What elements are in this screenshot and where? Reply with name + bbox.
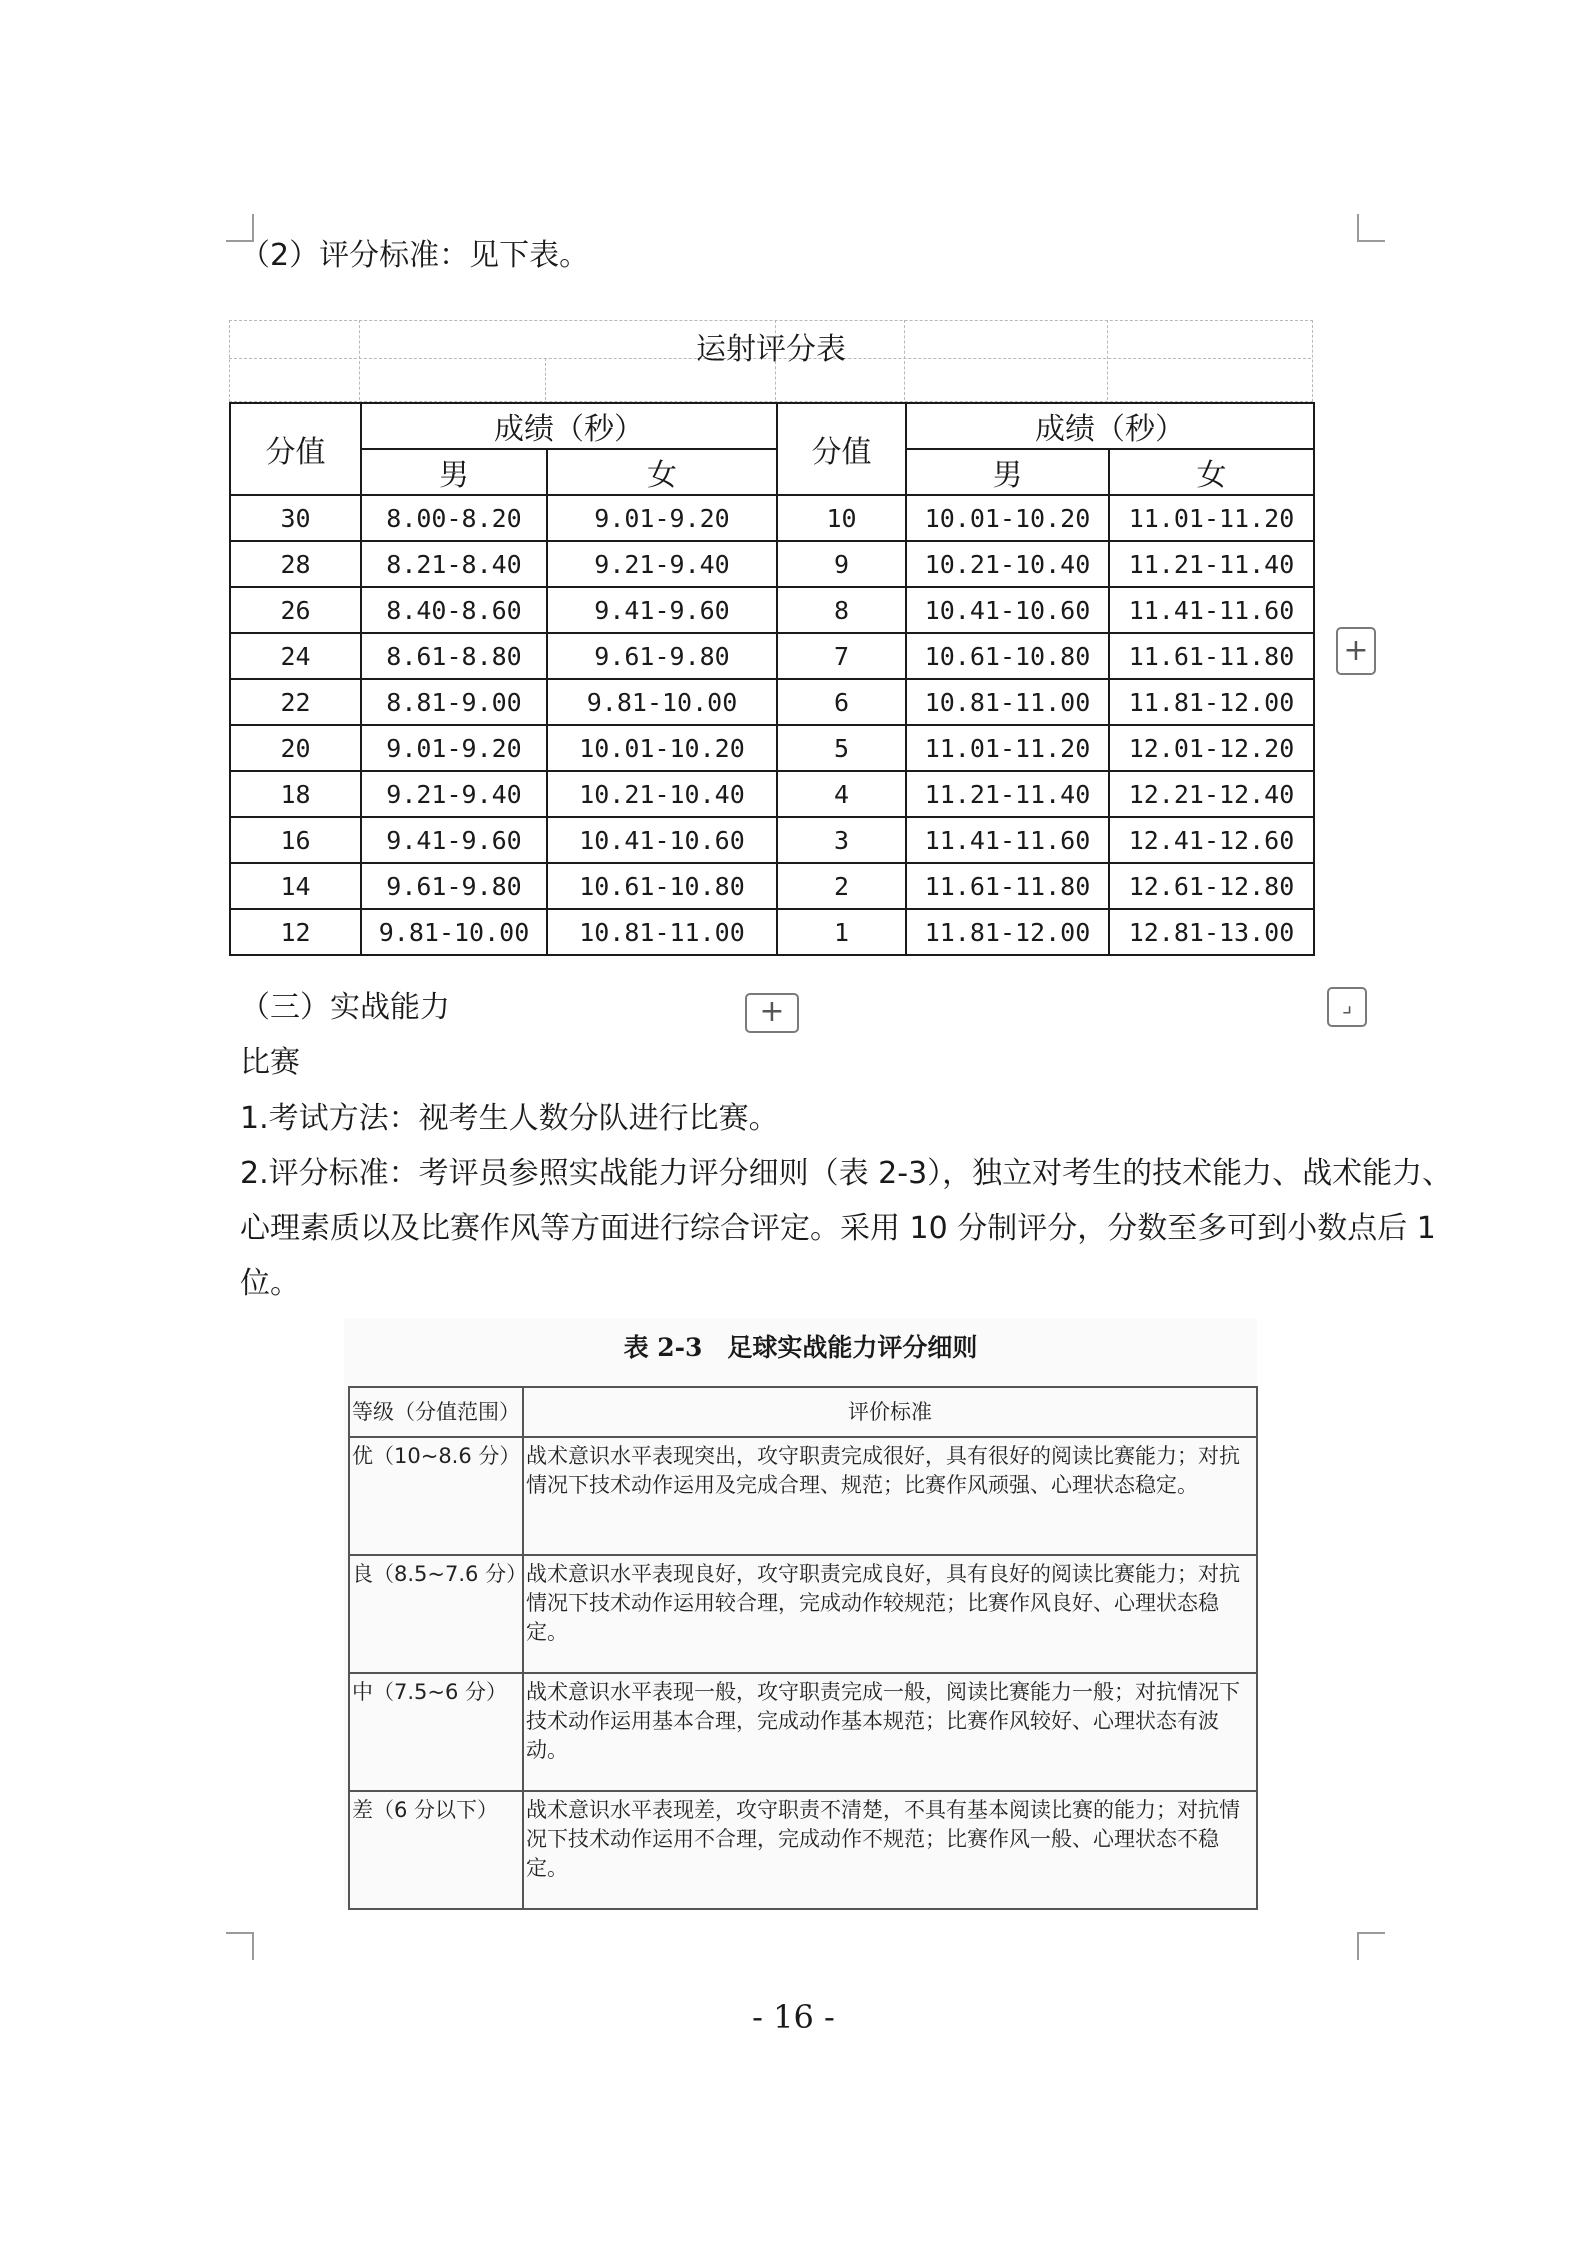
cell-score-left: 20	[230, 725, 361, 771]
rubric-criteria: 战术意识水平表现突出，攻守职责完成很好，具有很好的阅读比赛能力；对抗情况下技术动作运用及完成合理、规范；比赛作风顽强、心理状态稳定。	[523, 1437, 1257, 1555]
standard-text-line-3: 位。	[240, 1266, 300, 1301]
standard-text-line-2: 心理素质以及比赛作风等方面进行综合评定。采用 10 分制评分，分数至多可到小数点后 1	[240, 1211, 1436, 1246]
table-row	[230, 771, 1314, 817]
table-row	[230, 817, 1314, 863]
rubric-image	[344, 1318, 1257, 1908]
table-row	[230, 541, 1314, 587]
rubric-grade: 良（8.5~7.6 分）	[349, 1555, 523, 1673]
cell-score-left: 12	[230, 909, 361, 955]
cell-score-left: 18	[230, 771, 361, 817]
table-row	[230, 495, 1314, 541]
cell-score-right: 1	[777, 909, 906, 955]
cell-male-left: 9.01-9.20	[361, 725, 547, 771]
cell-female-left: 9.01-9.20	[547, 495, 777, 541]
cell-score-left: 16	[230, 817, 361, 863]
table-row	[230, 725, 1314, 771]
cell-male-left: 8.21-8.40	[361, 541, 547, 587]
cell-male-right: 10.81-11.00	[906, 679, 1109, 725]
rubric-criteria: 战术意识水平表现良好，攻守职责完成良好，具有良好的阅读比赛能力；对抗情况下技术动作运用较合理，完成动作较规范；比赛作风良好、心理状态稳定。	[523, 1555, 1257, 1673]
margin-corner-top-right	[1357, 214, 1385, 242]
sprint-score-table[interactable]	[229, 320, 1313, 956]
table-row	[230, 679, 1314, 725]
cell-score-left: 28	[230, 541, 361, 587]
cell-female-left: 9.61-9.80	[547, 633, 777, 679]
rubric-table	[348, 1386, 1258, 1910]
cell-male-left: 9.61-9.80	[361, 863, 547, 909]
cell-male-right: 11.81-12.00	[906, 909, 1109, 955]
table-resize-handle[interactable]: ⌟	[1327, 987, 1367, 1027]
score-table	[229, 402, 1315, 956]
page-number: - 16 -	[752, 1998, 835, 2036]
rubric-grade: 中（7.5~6 分）	[349, 1673, 523, 1791]
header-score-right: 分值	[777, 403, 906, 495]
table-row	[230, 909, 1314, 955]
section-subheading: 比赛	[240, 1045, 300, 1080]
rubric-header-grade: 等级（分值范围）	[349, 1387, 523, 1437]
rubric-row	[349, 1673, 1257, 1791]
cell-female-left: 10.81-11.00	[547, 909, 777, 955]
cell-female-right: 12.01-12.20	[1109, 725, 1314, 771]
rubric-row	[349, 1791, 1257, 1909]
rubric-table-body	[349, 1437, 1257, 1909]
cell-female-left: 10.61-10.80	[547, 863, 777, 909]
cell-female-left: 10.41-10.60	[547, 817, 777, 863]
cell-male-right: 11.21-11.40	[906, 771, 1109, 817]
rubric-grade: 差（6 分以下）	[349, 1791, 523, 1909]
cell-male-left: 8.00-8.20	[361, 495, 547, 541]
cell-score-right: 10	[777, 495, 906, 541]
cell-female-left: 9.81-10.00	[547, 679, 777, 725]
cell-male-left: 9.21-9.40	[361, 771, 547, 817]
table-caption: 运射评分表	[696, 332, 846, 367]
cell-male-left: 8.61-8.80	[361, 633, 547, 679]
cell-female-left: 9.21-9.40	[547, 541, 777, 587]
rubric-grade: 优（10~8.6 分）	[349, 1437, 523, 1555]
criteria-heading: （2）评分标准：见下表。	[240, 238, 590, 273]
cell-score-left: 14	[230, 863, 361, 909]
header-female-left: 女	[547, 449, 777, 495]
cell-score-right: 3	[777, 817, 906, 863]
cell-female-right: 11.21-11.40	[1109, 541, 1314, 587]
cell-score-right: 7	[777, 633, 906, 679]
exam-method-text: 1.考试方法：视考生人数分队进行比赛。	[240, 1101, 779, 1136]
rubric-row	[349, 1437, 1257, 1555]
cell-female-left: 10.21-10.40	[547, 771, 777, 817]
cell-male-right: 10.01-10.20	[906, 495, 1109, 541]
cell-female-left: 10.01-10.20	[547, 725, 777, 771]
section-heading: （三）实战能力	[240, 990, 450, 1025]
cell-male-right: 10.61-10.80	[906, 633, 1109, 679]
rubric-criteria: 战术意识水平表现差，攻守职责不清楚，不具有基本阅读比赛的能力；对抗情况下技术动作运用不合理，完成动作不规范；比赛作风一般、心理状态不稳定。	[523, 1791, 1257, 1909]
header-male-right: 男	[906, 449, 1109, 495]
table-row	[230, 863, 1314, 909]
header-male-left: 男	[361, 449, 547, 495]
cell-male-right: 10.21-10.40	[906, 541, 1109, 587]
cell-female-right: 11.61-11.80	[1109, 633, 1314, 679]
cell-female-right: 12.41-12.60	[1109, 817, 1314, 863]
cell-score-left: 22	[230, 679, 361, 725]
cell-male-left: 8.81-9.00	[361, 679, 547, 725]
cell-male-left: 8.40-8.60	[361, 587, 547, 633]
header-score-left: 分值	[230, 403, 361, 495]
add-column-button[interactable]: +	[1336, 627, 1376, 675]
rubric-criteria: 战术意识水平表现一般，攻守职责完成一般，阅读比赛能力一般；对抗情况下技术动作运用基本合理，完成动作基本规范；比赛作风较好、心理状态有波动。	[523, 1673, 1257, 1791]
cell-female-right: 12.21-12.40	[1109, 771, 1314, 817]
cell-female-right: 11.81-12.00	[1109, 679, 1314, 725]
cell-score-right: 5	[777, 725, 906, 771]
cell-male-right: 11.41-11.60	[906, 817, 1109, 863]
cell-score-left: 26	[230, 587, 361, 633]
cell-score-right: 9	[777, 541, 906, 587]
header-result-right: 成绩（秒）	[906, 403, 1314, 449]
cell-male-right: 10.41-10.60	[906, 587, 1109, 633]
rubric-header-criteria: 评价标准	[523, 1387, 1257, 1437]
cell-score-right: 4	[777, 771, 906, 817]
table-row	[230, 587, 1314, 633]
margin-corner-bottom-right	[1357, 1932, 1385, 1960]
rubric-row	[349, 1555, 1257, 1673]
table-caption-row	[229, 320, 1313, 402]
cell-score-right: 6	[777, 679, 906, 725]
header-female-right: 女	[1109, 449, 1314, 495]
header-result-left: 成绩（秒）	[361, 403, 777, 449]
cell-male-left: 9.41-9.60	[361, 817, 547, 863]
cell-male-right: 11.01-11.20	[906, 725, 1109, 771]
cell-female-right: 11.01-11.20	[1109, 495, 1314, 541]
table-row	[230, 633, 1314, 679]
add-row-button[interactable]: +	[745, 993, 799, 1033]
standard-text-line-1: 2.评分标准：考评员参照实战能力评分细则（表 2-3），独立对考生的技术能力、战术能力、	[240, 1156, 1453, 1191]
cell-female-right: 12.81-13.00	[1109, 909, 1314, 955]
score-table-body	[230, 495, 1314, 955]
cell-female-right: 12.61-12.80	[1109, 863, 1314, 909]
cell-female-right: 11.41-11.60	[1109, 587, 1314, 633]
cell-male-right: 11.61-11.80	[906, 863, 1109, 909]
cell-female-left: 9.41-9.60	[547, 587, 777, 633]
cell-male-left: 9.81-10.00	[361, 909, 547, 955]
margin-corner-bottom-left	[226, 1932, 254, 1960]
cell-score-right: 8	[777, 587, 906, 633]
cell-score-left: 30	[230, 495, 361, 541]
cell-score-left: 24	[230, 633, 361, 679]
rubric-title: 表 2-3 足球实战能力评分细则	[623, 1333, 978, 1362]
cell-score-right: 2	[777, 863, 906, 909]
